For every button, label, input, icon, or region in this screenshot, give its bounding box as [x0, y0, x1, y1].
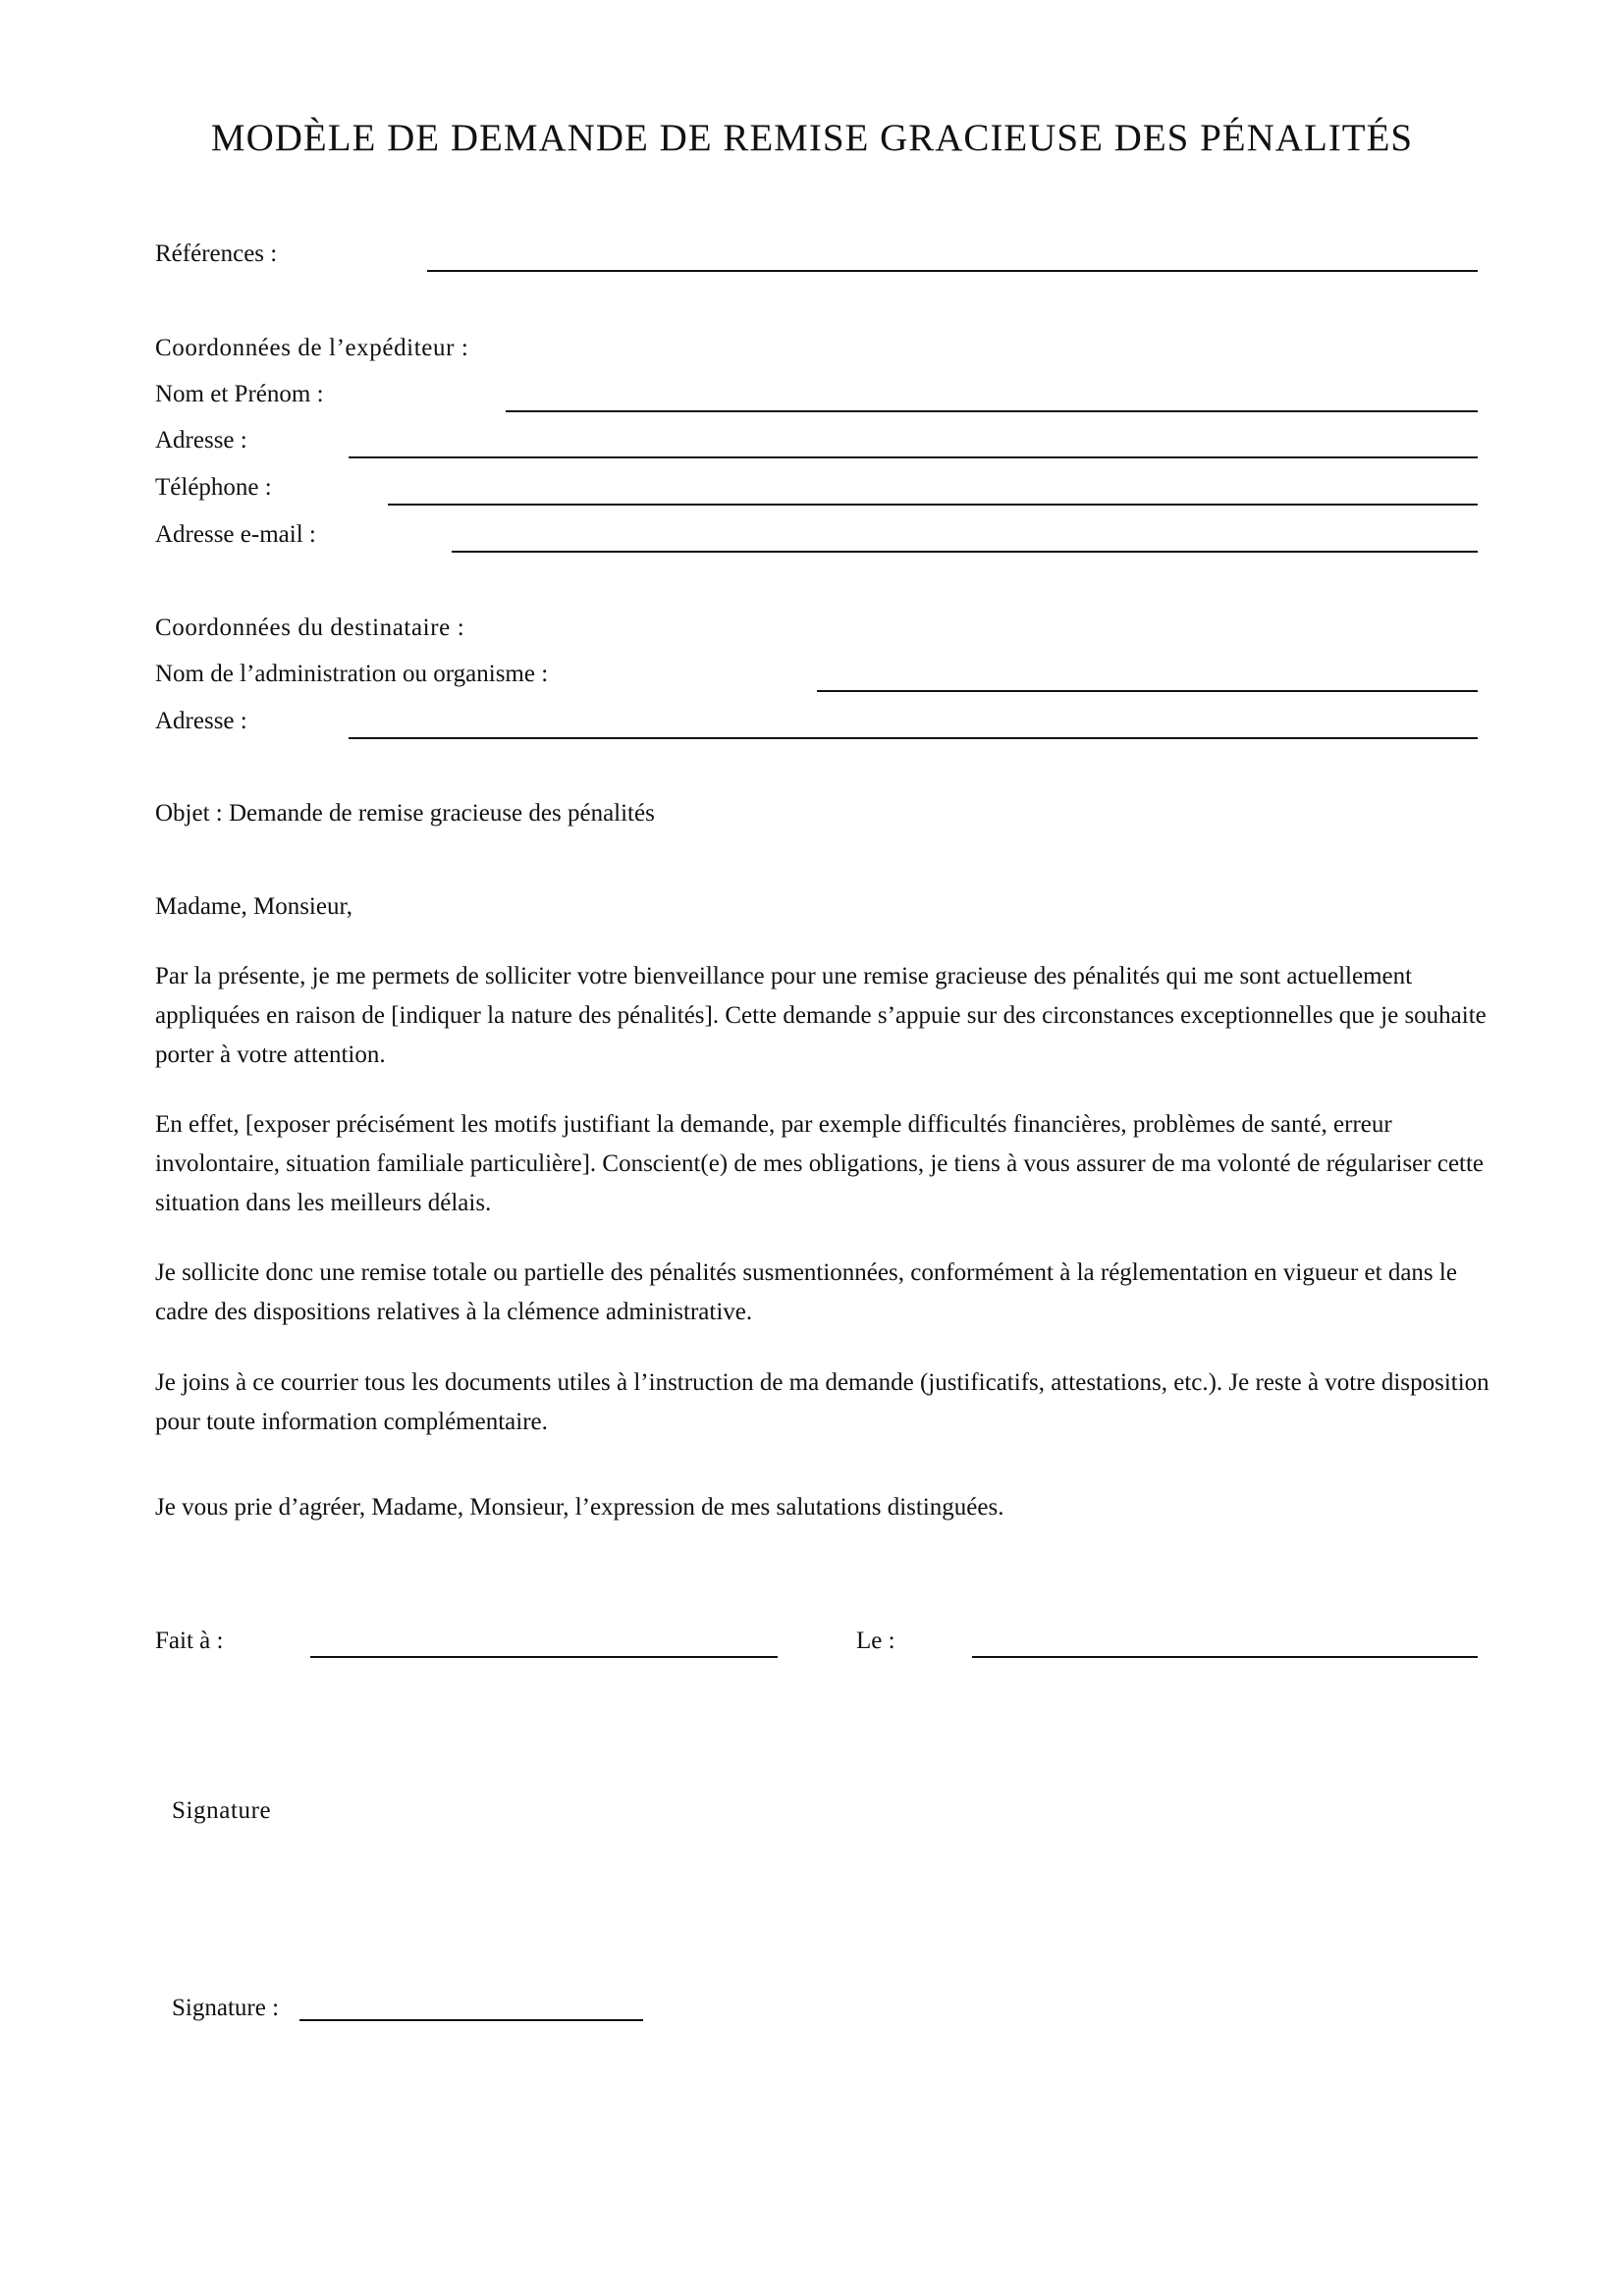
recipient-org-field[interactable] [817, 690, 1478, 692]
signature-label: Signature : [172, 1995, 280, 2021]
recipient-org-label: Nom de l’administration ou organisme : [155, 661, 549, 687]
sender-address-label: Adresse : [155, 427, 247, 454]
sender-name-label: Nom et Prénom : [155, 381, 324, 407]
recipient-heading: Coordonnées du destinataire : [155, 614, 465, 641]
references-label: Références : [155, 240, 278, 267]
body-paragraph: En effet, [exposer précisément les motifs justifiant la demande, par exemple difficultés financières, problèmes de santé, erreur involontaire, situation familiale particulière]. Conscient(e) de mes obligations, je tiens à vous assurer de ma volonté de régulariser cette situation dans les meilleurs délais. [155, 1111, 1485, 1216]
sender-address-field[interactable] [349, 456, 1478, 458]
signature-heading: Signature [172, 1797, 272, 1824]
sender-phone-label: Téléphone : [155, 474, 272, 501]
recipient-address-label: Adresse : [155, 708, 247, 734]
body-paragraph: Je sollicite donc une remise totale ou partielle des pénalités susmentionnées, conformément à la réglementation en vigueur et dans le cadre des dispositions relatives à la clémence administrative. [155, 1259, 1457, 1325]
sender-heading: Coordonnées de l’expéditeur : [155, 335, 469, 361]
sender-name-field[interactable] [506, 410, 1478, 412]
salutation: Madame, Monsieur, [155, 893, 353, 920]
sender-email-field[interactable] [452, 551, 1478, 553]
place-field[interactable] [310, 1656, 778, 1658]
page-title: MODÈLE DE DEMANDE DE REMISE GRACIEUSE DES PÉNALITÉS [210, 117, 1414, 159]
place-label: Fait à : [155, 1628, 224, 1654]
references-field[interactable] [427, 270, 1478, 272]
date-field[interactable] [972, 1656, 1478, 1658]
signature-field[interactable] [299, 2019, 643, 2021]
closing-formula: Je vous prie d’agréer, Madame, Monsieur, l’expression de mes salutations distinguées. [155, 1494, 1004, 1521]
sender-email-label: Adresse e-mail : [155, 521, 316, 548]
body-paragraph: Je joins à ce courrier tous les documents utiles à l’instruction de ma demande (justificatifs, attestations, etc.). Je reste à votre disposition pour toute information complémentaire. [155, 1369, 1489, 1435]
body-paragraph: Par la présente, je me permets de solliciter votre bienveillance pour une remise gracieuse des pénalités qui me sont actuellement appliquées en raison de [indiquer la nature des pénalités]. Cette demande s’appuie sur des circonstances exceptionnelles que je souhaite porter à votre attention. [155, 963, 1487, 1068]
sender-phone-field[interactable] [388, 504, 1478, 506]
subject-line: Objet : Demande de remise gracieuse des pénalités [155, 800, 655, 827]
date-label: Le : [856, 1628, 895, 1654]
recipient-address-field[interactable] [349, 737, 1478, 739]
